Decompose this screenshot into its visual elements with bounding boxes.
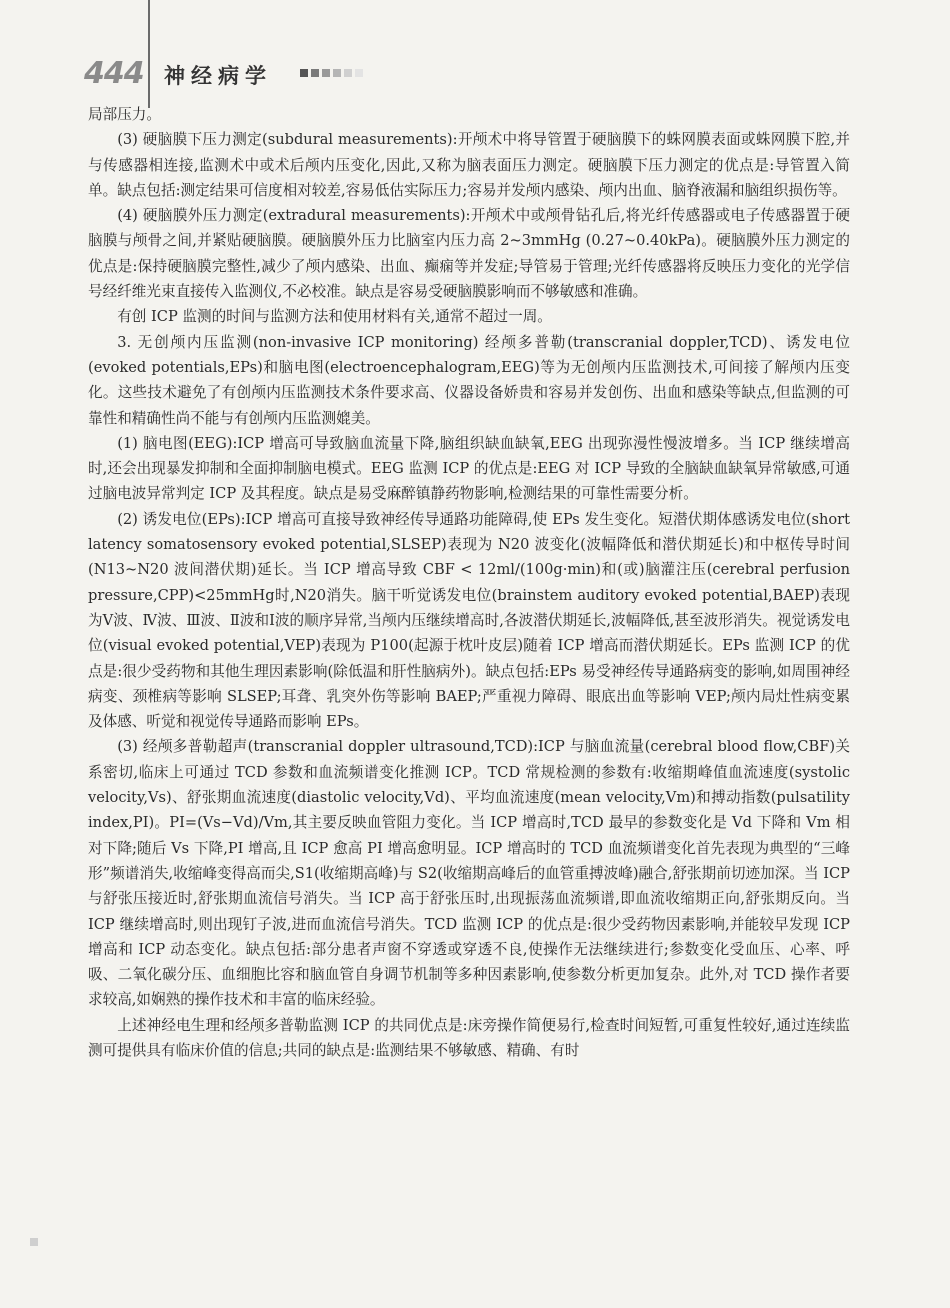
decoration-square	[333, 69, 341, 77]
paragraph-extradural: (4) 硬脑膜外压力测定(extradural measurements):开颅术中或颅骨钻孔后,将光纤传感器或电子传感器置于硬脑膜与颅骨之间,并紧贴硬脑膜。硬脑膜外压力比脑室内压力高 2~3mmHg (0.27~0.40kPa)。硬脑膜外压力测定的优点是:保持硬脑膜完整性,减少了颅内感染、出血、癫痫等并发症;导管易于管理;光纤传感器将反映压力变化的光学信号经纤维光束直接传入监测仪,不必校准。缺点是容易受硬脑膜影响而不够敏感和准确。	[88, 207, 850, 301]
header-decoration-squares	[300, 69, 363, 77]
decoration-square	[322, 69, 330, 77]
paragraph-invasive-duration: 有创 ICP 监测的时间与监测方法和使用材料有关,通常不超过一周。	[117, 308, 552, 326]
paragraph-subdural: (3) 硬脑膜下压力测定(subdural measurements):开颅术中将导管置于硬脑膜下的蛛网膜表面或蛛网膜下腔,并与传感器相连接,监测术中或术后颅内压变化,因此,又称为脑表面压力测定。硬脑膜下压力测定的优点是:导管置入简单。缺点包括:测定结果可信度相对较差,容易低估实际压力;容易并发颅内感染、颅内出血、脑脊液漏和脑组织损伤等。	[88, 131, 850, 199]
decoration-square	[355, 69, 363, 77]
paragraph-noninvasive-monitoring: 3. 无创颅内压监测(non-invasive ICP monitoring) 经颅多普勒(transcranial doppler,TCD)、诱发电位(evoked potentials,EPs)和脑电图(electroencephalogram,EEG)等为无创颅内压监测技术,可间接了解颅内压变化。这些技术避免了有创颅内压监测技术条件要求高、仪器设备娇贵和容易并发创伤、出血和感染等缺点,但监测的可靠性和精确性尚不能与有创颅内压监测媲美。	[88, 333, 850, 427]
decoration-square	[344, 69, 352, 77]
header-vertical-rule	[148, 0, 150, 108]
decoration-square	[300, 69, 308, 77]
paragraph-evoked-potentials: (2) 诱发电位(EPs):ICP 增高可直接导致神经传导通路功能障碍,使 EPs 发生变化。短潜伏期体感诱发电位(short latency somatosensory evoked potential,SLSEP)表现为 N20 波变化(波幅降低和潜伏期延长)和中枢传导时间(N13~N20 波间潜伏期)延长。当 ICP 增高导致 CBF < 12ml/(100g·min)和(或)脑灌注压(cerebral perfusion pressure,CPP)<25mmHg时,N20消失。脑干听觉诱发电位(brainstem auditory evoked potential,BAEP)表现为Ⅴ波、Ⅳ波、Ⅲ波、Ⅱ波和Ⅰ波的顺序异常,当颅内压继续增高时,各波潜伏期延长,波幅降低,甚至波形消失。视觉诱发电位(visual evoked potential,VEP)表现为 P100(起源于枕叶皮层)随着 ICP 增高而潜伏期延长。EPs 监测 ICP 的优点是:很少受药物和其他生理因素影响(除低温和肝性脑病外)。缺点包括:EPs 易受神经传导通路病变的影响,如周围神经病变、颈椎病等影响 SLSEP;耳聋、乳突外伤等影响 BAEP;严重视力障碍、眼底出血等影响 VEP;颅内局灶性病变累及体感、听觉和视觉传导通路而影响 EPs。	[88, 510, 850, 731]
book-title: 神经病学	[164, 64, 272, 88]
decoration-square	[311, 69, 319, 77]
paragraph-tcd: (3) 经颅多普勒超声(transcranial doppler ultrasound,TCD):ICP 与脑血流量(cerebral blood flow,CBF)关系密切,临床上可通过 TCD 参数和血流频谱变化推测 ICP。TCD 常规检测的参数有:收缩期峰值血流速度(systolic velocity,Vs)、舒张期血流速度(diastolic velocity,Vd)、平均血流速度(mean velocity,Vm)和搏动指数(pulsatility index,PI)。PI=(Vs−Vd)/Vm,其主要反映血管阻力变化。当 ICP 增高时,TCD 最早的参数变化是 Vd 下降和 Vm 相对下降;随后 Vs 下降,PI 增高,且 ICP 愈高 PI 增高愈明显。ICP 增高时的 TCD 血流频谱变化首先表现为典型的“三峰形”频谱消失,收缩峰变得高而尖,S1(收缩期高峰)与 S2(收缩期高峰后的血管重搏波峰)融合,舒张期前切迹加深。当 ICP 与舒张压接近时,舒张期血流信号消失。当 ICP 高于舒张压时,出现振荡血流频谱,即血流收缩期正向,舒张期反向。当 ICP 继续增高时,则出现钉子波,进而血流信号消失。TCD 监测 ICP 的优点是:很少受药物因素影响,并能较早发现 ICP 增高和 ICP 动态变化。缺点包括:部分患者声窗不穿透或穿透不良,使操作无法继续进行;参数变化受血压、心率、呼吸、二氧化碳分压、血细胞比容和脑血管自身调节机制等多种因素影响,使参数分析更加复杂。此外,对 TCD 操作者要求较高,如娴熟的操作技术和丰富的临床经验。	[88, 738, 850, 1009]
paragraph-continuation: 局部压力。	[88, 106, 161, 123]
page-body	[88, 102, 850, 1063]
paragraph-common-advantages: 上述神经电生理和经颅多普勒监测 ICP 的共同优点是:床旁操作简便易行,检查时间短暂,可重复性较好,通过连续监测可提供具有临床价值的信息;共同的缺点是:监测结果不够敏感、精确、有时	[88, 1016, 850, 1059]
page-number: 444	[84, 56, 144, 91]
paragraph-eeg: (1) 脑电图(EEG):ICP 增高可导致脑血流量下降,脑组织缺血缺氧,EEG 出现弥漫性慢波增多。当 ICP 继续增高时,还会出现暴发抑制和全面抑制脑电模式。EEG 监测 ICP 的优点是:EEG 对 ICP 导致的全脑缺血缺氧异常敏感,可通过脑电波异常判定 ICP 及其程度。缺点是易受麻醉镇静药物影响,检测结果的可靠性需要分析。	[88, 434, 850, 503]
corner-mark	[30, 1238, 38, 1246]
